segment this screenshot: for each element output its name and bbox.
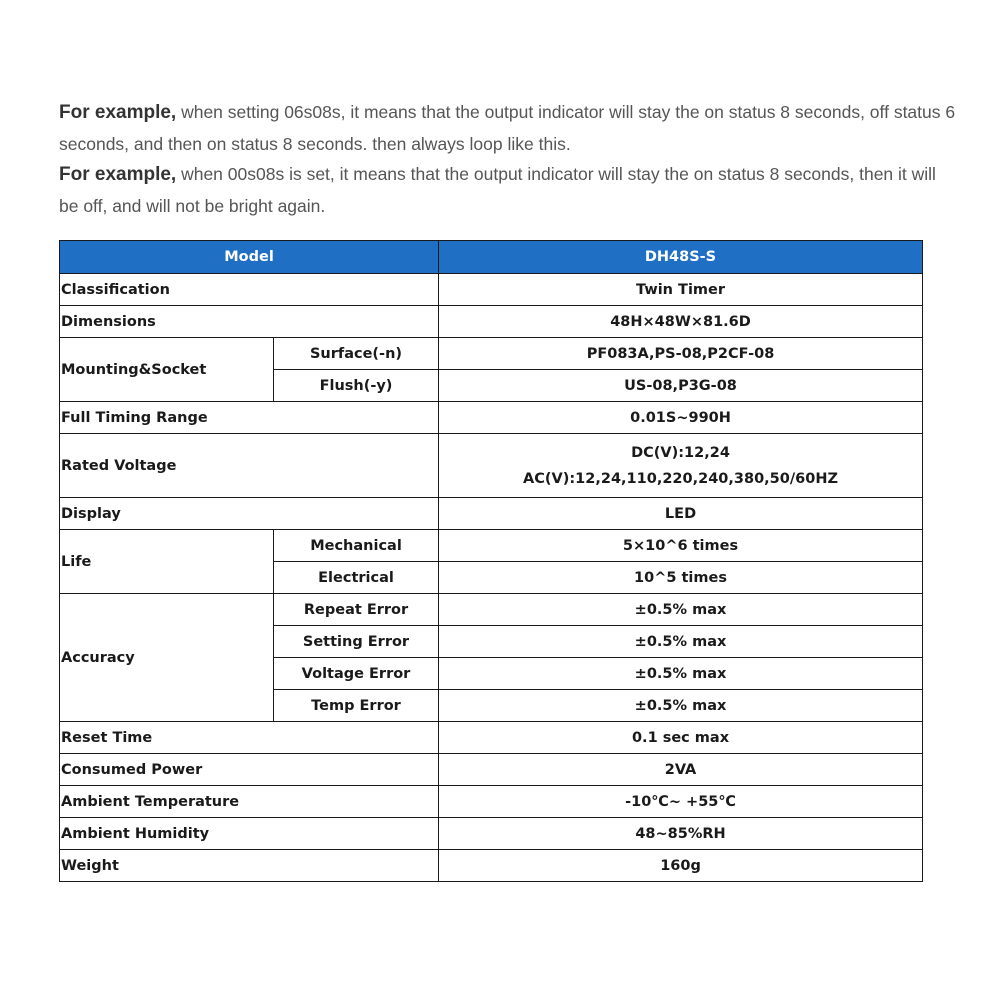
weight-label: Weight [60,850,439,882]
example-paragraph-1 [59,97,959,159]
accuracy-setting-label: Setting Error [274,626,439,658]
ambient-temperature-label: Ambient Temperature [60,786,439,818]
ambient-humidity-value: 48~85%RH [439,818,923,850]
table-row [60,850,923,882]
classification-label: Classification [60,274,439,306]
accuracy-voltage-value: ±0.5% max [439,658,923,690]
mounting-surface-value: PF083A,PS-08,P2CF-08 [439,338,923,370]
consumed-power-value: 2VA [439,754,923,786]
accuracy-setting-value: ±0.5% max [439,626,923,658]
table-row [60,338,923,370]
display-label: Display [60,498,439,530]
example-text-2: when 00s08s is set, it means that the output indicator will stay the on status 8 seconds, then it will be off, and will not be bright again. [59,164,936,216]
reset-time-value: 0.1 sec max [439,722,923,754]
table-row [60,594,923,626]
accuracy-label: Accuracy [60,594,274,722]
mounting-flush-label: Flush(-y) [274,370,439,402]
example-lead-1: For example, [59,102,177,123]
model-header: Model [60,241,439,274]
table-row [60,274,923,306]
table-row [60,402,923,434]
accuracy-voltage-label: Voltage Error [274,658,439,690]
timing-range-value: 0.01S~990H [439,402,923,434]
mounting-label: Mounting&Socket [60,338,274,402]
table-row [60,722,923,754]
dimensions-label: Dimensions [60,306,439,338]
rated-voltage-ac: AC(V):12,24,110,220,240,380,50/60HZ [523,470,838,487]
mounting-flush-value: US-08,P3G-08 [439,370,923,402]
spec-table [59,240,923,882]
classification-value: Twin Timer [439,274,923,306]
example-paragraph-2 [59,159,959,221]
accuracy-repeat-value: ±0.5% max [439,594,923,626]
life-mechanical-value: 5×10^6 times [439,530,923,562]
accuracy-temp-label: Temp Error [274,690,439,722]
mounting-surface-label: Surface(-n) [274,338,439,370]
life-electrical-label: Electrical [274,562,439,594]
timing-range-label: Full Timing Range [60,402,439,434]
header-row [60,241,923,274]
accuracy-repeat-label: Repeat Error [274,594,439,626]
ambient-temperature-value: -10℃~ +55℃ [439,786,923,818]
model-value-header: DH48S-S [439,241,923,274]
table-row [60,306,923,338]
table-row [60,754,923,786]
life-mechanical-label: Mechanical [274,530,439,562]
table-row [60,498,923,530]
display-value: LED [439,498,923,530]
table-row [60,786,923,818]
life-electrical-value: 10^5 times [439,562,923,594]
rated-voltage-value [439,434,923,498]
ambient-humidity-label: Ambient Humidity [60,818,439,850]
rated-voltage-dc: DC(V):12,24 [631,444,730,461]
table-row [60,818,923,850]
intro-text [59,97,959,221]
example-lead-2: For example, [59,164,177,185]
reset-time-label: Reset Time [60,722,439,754]
table-row [60,434,923,498]
accuracy-temp-value: ±0.5% max [439,690,923,722]
example-text-1: when setting 06s08s, it means that the output indicator will stay the on status 8 seconds, off status 6 seconds, and then on status 8 seconds. then always loop like this. [59,102,956,154]
rated-voltage-label: Rated Voltage [60,434,439,498]
weight-value: 160g [439,850,923,882]
dimensions-value: 48H×48W×81.6D [439,306,923,338]
table-row [60,530,923,562]
life-label: Life [60,530,274,594]
consumed-power-label: Consumed Power [60,754,439,786]
